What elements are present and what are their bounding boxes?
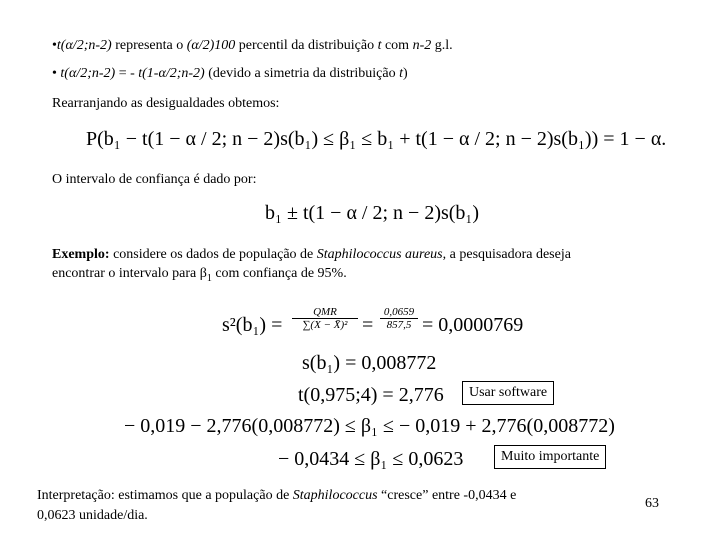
page-number: 63 [645, 496, 659, 511]
example-line-1: Exemplo: considere os dados de população de Staphilococcus aureus, a pesquisadora deseja [52, 247, 571, 262]
t-value: t(0,975;4) = 2,776 [298, 384, 444, 406]
bullet-line-1: •t(α/2;n-2) representa o (α/2)100 percentil da distribuição t com n-2 g.l. [52, 38, 453, 53]
confidence-interval-label: O intervalo de confiança é dado por: [52, 172, 257, 187]
example-line-2: encontrar o intervalo para $\beta_1$ com confiança de 95%. [52, 266, 347, 284]
t-quantile: t(α/2;n-2) [56, 38, 112, 53]
interpretation-line-1: Interpretação: estimamos que a população de Staphilococcus “cresce” entre -0,0434 e [37, 488, 517, 503]
bullet-line-2: • t(α/2;n-2) = - t(1-α/2;n-2) (devido a simetria da distribuição t) [52, 66, 408, 81]
interval-result: − 0,0434 ≤ β₁ ≤ 0,0623 [278, 448, 464, 470]
very-important-note: Muito importante [494, 445, 606, 469]
rearrange-text: Rearranjando as desigualdades obtemos: [52, 96, 280, 111]
interval-computation: − 0,019 − 2,776(0,008772) ≤ β₁ ≤ − 0,019 + 2,776(0,008772) [124, 415, 615, 437]
variance-result: = 0,0000769 [422, 314, 524, 336]
variance-lhs: s²(b₁) = [222, 314, 283, 336]
interpretation-line-2: 0,0623 unidade/dia. [37, 508, 148, 523]
fraction-values: 0,0659 857,5 [380, 306, 418, 331]
fraction-qmr: QMR ∑(X − X̄)² [292, 306, 358, 331]
example-label: Exemplo: [52, 247, 110, 262]
probability-equation: P(b₁ − t(1 − α / 2; n − 2)s(b₁) ≤ β₁ ≤ b₁ + t(1 − α / 2; n − 2)s(b₁)) = 1 − α. [86, 128, 667, 150]
standard-error: s(b₁) = 0,008772 [302, 352, 437, 374]
bullet-mark: • [52, 38, 57, 53]
ci-formula: b₁ ± t(1 − α / 2; n − 2)s(b₁) [265, 202, 480, 224]
use-software-note: Usar software [462, 381, 554, 405]
species-name: Staphilococcus aureus [316, 247, 443, 262]
